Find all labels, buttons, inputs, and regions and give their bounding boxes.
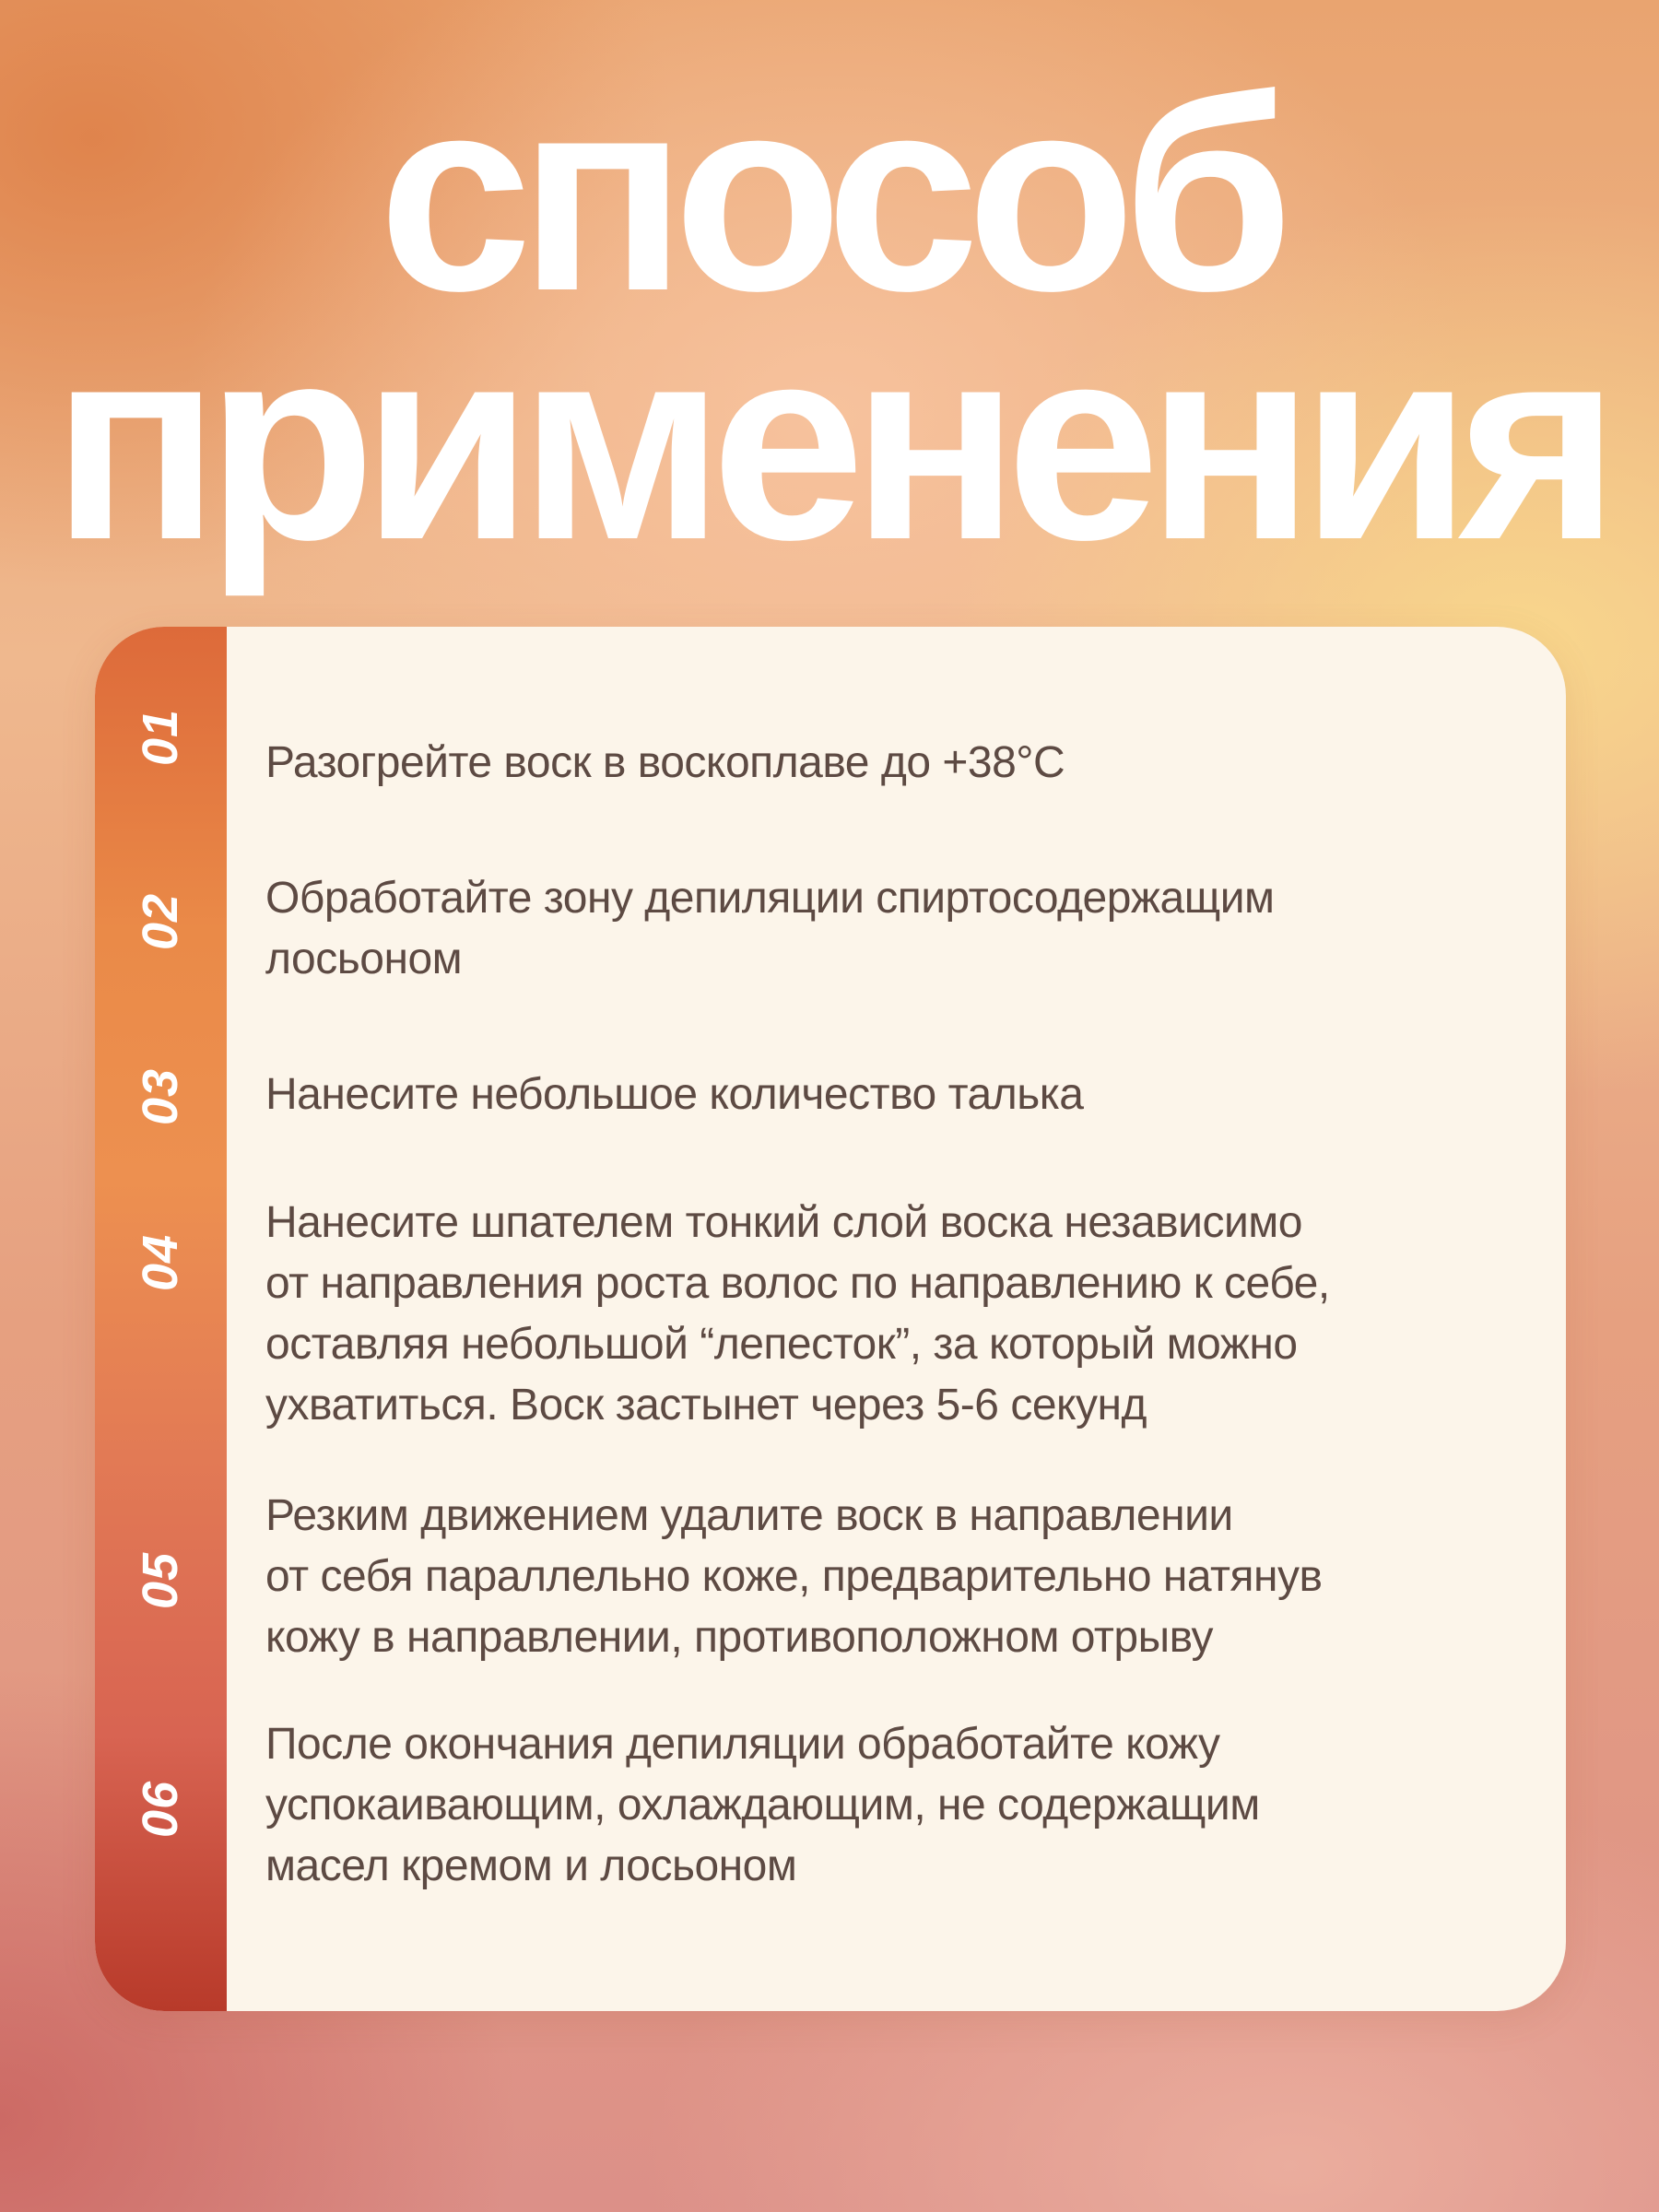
step-6-line-1: После окончания депиляции обработайте кожу xyxy=(265,1720,1220,1769)
step-text-4 xyxy=(265,1193,1500,1436)
page-title-line-1: способ xyxy=(378,39,1281,348)
step-2-line-2: лосьоном xyxy=(265,935,463,983)
instructions-card xyxy=(95,627,1566,2011)
step-number-5: 05 xyxy=(133,1551,189,1610)
step-5-line-1: Резким движением удалите воск в направлении xyxy=(265,1491,1233,1540)
step-6-line-3: масел кремом и лосьоном xyxy=(265,1841,797,1890)
step-1-line-1: Разогрейте воск в воскоплаве до +38°С xyxy=(265,738,1065,787)
step-text-1 xyxy=(265,733,1500,794)
step-4-line-1: Нанесите шпателем тонкий слой воска независимо xyxy=(265,1198,1302,1247)
step-3-line-1: Нанесите небольшое количество талька xyxy=(265,1070,1084,1119)
step-number-2: 02 xyxy=(133,892,189,951)
step-2-line-1: Обработайте зону депиляции спиртосодержащим xyxy=(265,874,1275,923)
step-4-line-2: от направления роста волос по направлению к себе, xyxy=(265,1259,1330,1308)
page-title xyxy=(0,39,1659,597)
step-4-line-4: ухватиться. Воск застынет через 5-6 секунд xyxy=(265,1381,1147,1430)
step-number-1: 01 xyxy=(133,708,189,767)
step-text-6 xyxy=(265,1714,1500,1897)
step-5-line-2: от себя параллельно коже, предварительно натянув xyxy=(265,1552,1323,1601)
step-number-4: 04 xyxy=(133,1233,189,1292)
step-6-line-2: успокаивающим, охлаждающим, не содержащим xyxy=(265,1781,1260,1830)
step-4-line-3: оставляя небольшой “лепесток”, за который можно xyxy=(265,1320,1298,1369)
step-text-5 xyxy=(265,1486,1500,1668)
step-number-6: 06 xyxy=(133,1780,189,1839)
step-text-3 xyxy=(265,1065,1500,1125)
step-text-2 xyxy=(265,868,1500,990)
step-number-3: 03 xyxy=(133,1067,189,1126)
step-5-line-3: кожу в направлении, противоположном отрыву xyxy=(265,1613,1214,1662)
page-title-line-2: применения xyxy=(52,288,1607,597)
